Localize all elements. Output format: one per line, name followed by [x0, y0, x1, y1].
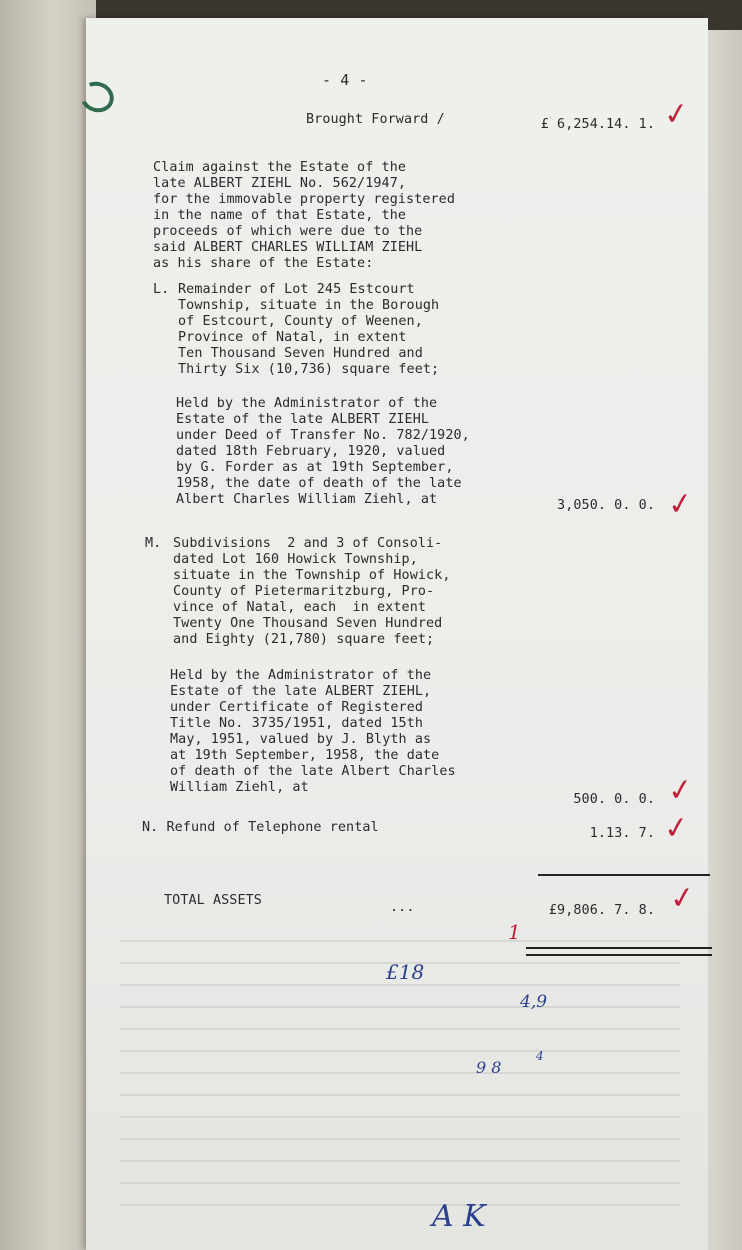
claim-line: late ALBERT ZIEHL No. 562/1947, [153, 176, 407, 191]
blue-pen-note: 4 [536, 1049, 544, 1063]
held-by-line: at 19th September, 1958, the date [170, 748, 440, 763]
item-description-line: Province of Natal, in extent [178, 330, 407, 345]
item-m-amount: 500. 0. 0. [573, 792, 655, 807]
facing-page [0, 0, 96, 1250]
held-by-line: Estate of the late ALBERT ZIEHL [176, 412, 430, 427]
held-by-line: Albert Charles William Ziehl, at [176, 492, 438, 507]
blue-pen-note: £18 [386, 960, 425, 984]
handwritten-initials: A K [432, 1199, 486, 1234]
red-pen-note: 1 [508, 920, 521, 944]
item-n-amount: 1.13. 7. [589, 826, 655, 841]
total-double-rule-bottom [526, 954, 712, 956]
held-by-line: Title No. 3735/1951, dated 15th [170, 716, 424, 731]
item-description-line: Twenty One Thousand Seven Hundred [173, 616, 443, 631]
subtotal-rule [538, 874, 710, 876]
held-by-line: 1958, the date of death of the late [176, 476, 462, 491]
claim-line: as his share of the Estate: [153, 256, 374, 271]
held-by-line: dated 18th February, 1920, valued [176, 444, 446, 459]
page-number: - 4 - [322, 71, 368, 89]
item-description-line: Thirty Six (10,736) square feet; [178, 362, 440, 377]
item-description-line: County of Pietermaritzburg, Pro- [173, 584, 435, 599]
claim-line: proceeds of which were due to the [153, 224, 423, 239]
item-description-line: dated Lot 160 Howick Township, [173, 552, 418, 567]
claim-line: said ALBERT CHARLES WILLIAM ZIEHL [153, 240, 423, 255]
item-description-line: Ten Thousand Seven Hundred and [178, 346, 423, 361]
brought-forward-amount: £ 6,254.14. 1. [540, 117, 655, 132]
item-letter: L. [153, 282, 170, 297]
checkmark-icon: ✓ [661, 809, 692, 848]
item-description-line: Subdivisions 2 and 3 of Consoli- [173, 536, 443, 551]
checkmark-icon: ✓ [667, 879, 698, 918]
item-description-line: situate in the Township of Howick, [173, 568, 451, 583]
item-letter: M. [145, 536, 162, 551]
claim-line: for the immovable property registered [153, 192, 455, 207]
held-by-line: Held by the Administrator of the [176, 396, 438, 411]
held-by-line: Estate of the late ALBERT ZIEHL, [170, 684, 432, 699]
checkmark-icon: ✓ [665, 771, 696, 810]
total-assets-amount: £9,806. 7. 8. [548, 903, 655, 918]
held-by-line: by G. Forder as at 19th September, [176, 460, 454, 475]
checkmark-icon: ✓ [665, 485, 696, 524]
item-n-line: N. Refund of Telephone rental [142, 820, 379, 835]
claim-line: in the name of that Estate, the [153, 208, 407, 223]
blue-pen-note: 4,9 [520, 992, 548, 1012]
checkmark-icon: ✓ [661, 95, 692, 134]
total-assets-label: TOTAL ASSETS [164, 893, 262, 908]
claim-line: Claim against the Estate of the [153, 160, 407, 175]
blue-pen-note: 9 8 [476, 1058, 502, 1077]
item-description-line: vince of Natal, each in extent [173, 600, 427, 615]
held-by-line: under Deed of Transfer No. 782/1920, [176, 428, 470, 443]
held-by-line: William Ziehl, at [170, 780, 309, 795]
brought-forward-label: Brought Forward / [306, 112, 445, 127]
held-by-line: under Certificate of Registered [170, 700, 424, 715]
item-l-amount: 3,050. 0. 0. [557, 498, 655, 513]
page-edge [708, 30, 742, 1250]
held-by-line: of death of the late Albert Charles [170, 764, 456, 779]
held-by-line: Held by the Administrator of the [170, 668, 432, 683]
item-description-line: Remainder of Lot 245 Estcourt [178, 282, 415, 297]
item-description-line: Township, situate in the Borough [178, 298, 440, 313]
item-description-line: of Estcourt, County of Weenen, [178, 314, 423, 329]
held-by-line: May, 1951, valued by J. Blyth as [170, 732, 432, 747]
item-description-line: and Eighty (21,780) square feet; [173, 632, 435, 647]
total-leader-dots: ... [390, 900, 415, 915]
total-double-rule-top [526, 947, 712, 949]
